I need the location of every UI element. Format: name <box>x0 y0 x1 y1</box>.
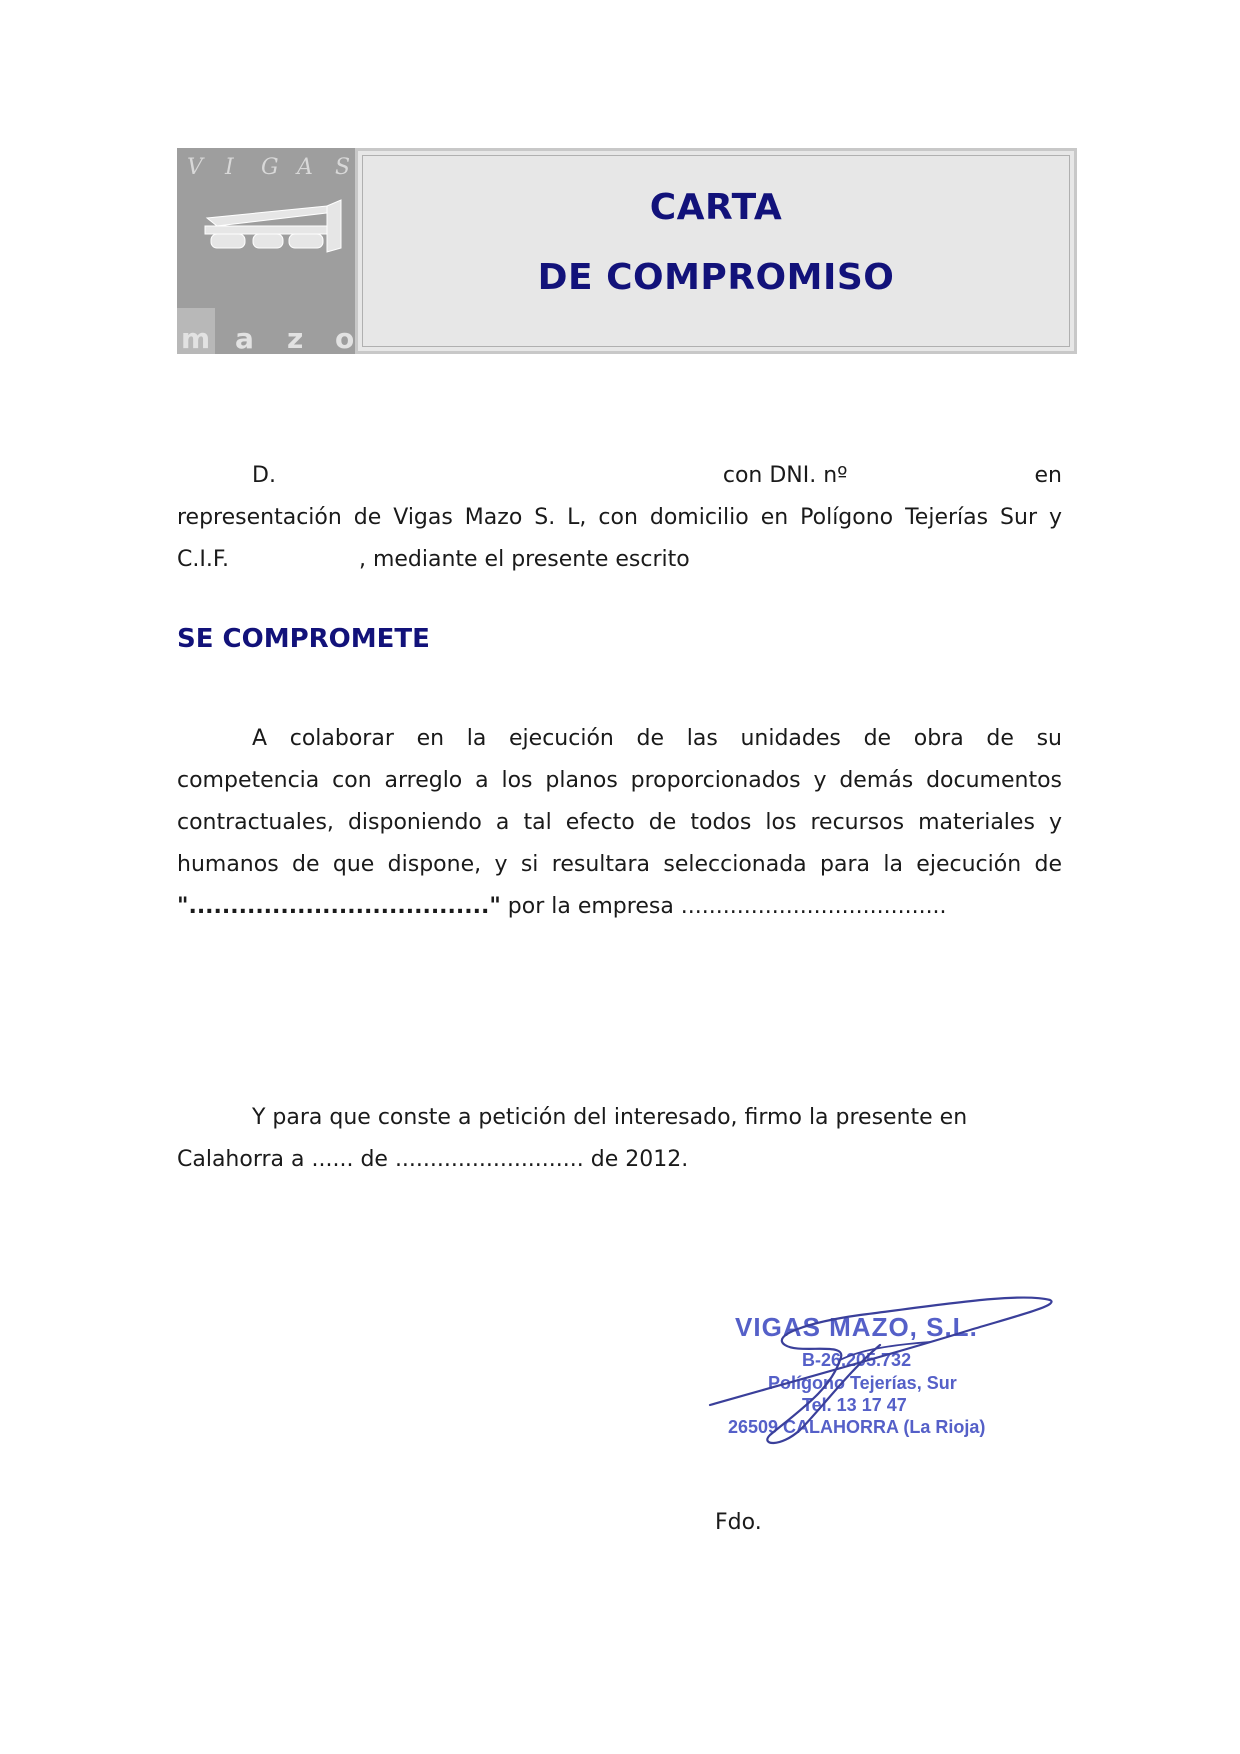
commitment-paragraph <box>177 718 1062 928</box>
intro-paragraph <box>177 455 1062 581</box>
body-line-4: humanos de que dispone, y si resultara seleccionada para la ejecución de <box>177 852 1062 877</box>
closing-line-2: Calahorra a ...... de ........................... de 2012. <box>177 1147 689 1172</box>
body-line-1: A colaborar en la ejecución de las unidades de obra de su <box>252 726 1062 751</box>
logo-letter-a2: a <box>235 322 254 354</box>
closing-line-1: Y para que conste a petición del interesado, firmo la presente en <box>252 1105 968 1130</box>
logo-graphic <box>177 148 355 354</box>
intro-d-label: D. <box>252 463 276 488</box>
title-line-1: CARTA <box>649 187 783 228</box>
body-line-5 <box>177 886 1062 928</box>
intro-line-3-rest: , mediante el presente escrito <box>358 547 690 572</box>
intro-cif-label: C.I.F. <box>177 547 229 572</box>
project-placeholder: "...................................." <box>177 894 501 919</box>
company-stamp <box>690 1260 1070 1470</box>
stamp-company-name: VIGAS MAZO, S.L. <box>735 1312 978 1342</box>
stamp-city: 26509 CALAHORRA (La Rioja) <box>728 1417 986 1437</box>
logo-letter-z: z <box>287 322 304 354</box>
body-line-5-rest: por la empresa ...................................... <box>500 894 947 919</box>
handwritten-signature <box>690 1260 1070 1470</box>
logo-letter-s: S <box>335 155 351 180</box>
logo-letter-g: G <box>261 155 279 180</box>
closing-paragraph <box>177 1097 1062 1181</box>
intro-line-1 <box>177 455 1062 497</box>
company-logo <box>177 148 355 354</box>
logo-letter-m: m <box>181 322 211 354</box>
logo-letter-o: o <box>335 322 355 354</box>
intro-line-2: representación de Vigas Mazo S. L, con domicilio en Polígono Tejerías Sur y <box>177 505 1062 530</box>
stamp-tel: Tel. 13 17 47 <box>802 1395 907 1415</box>
logo-letter-a: A <box>297 155 313 180</box>
stamp-cif: B-26.205.732 <box>802 1350 912 1370</box>
intro-en: en <box>1034 463 1062 488</box>
title-box <box>355 148 1077 354</box>
body-line-2: competencia con arreglo a los planos proporcionados y demás documentos <box>177 768 1062 793</box>
body-line-3: contractuales, disponiendo a tal efecto de todos los recursos materiales y <box>177 810 1062 835</box>
logo-letter-v: V <box>187 155 203 180</box>
document-header <box>177 148 1077 354</box>
section-heading: SE COMPROMETE <box>177 624 430 654</box>
title-line-2: DE COMPROMISO <box>537 257 895 298</box>
signature-label: Fdo. <box>715 1510 762 1535</box>
intro-dni-label: con DNI. nº <box>722 463 848 488</box>
intro-line-3 <box>177 539 1062 581</box>
stamp-address: Polígono Tejerías, Sur <box>768 1373 957 1393</box>
logo-letter-i: I <box>225 155 234 180</box>
